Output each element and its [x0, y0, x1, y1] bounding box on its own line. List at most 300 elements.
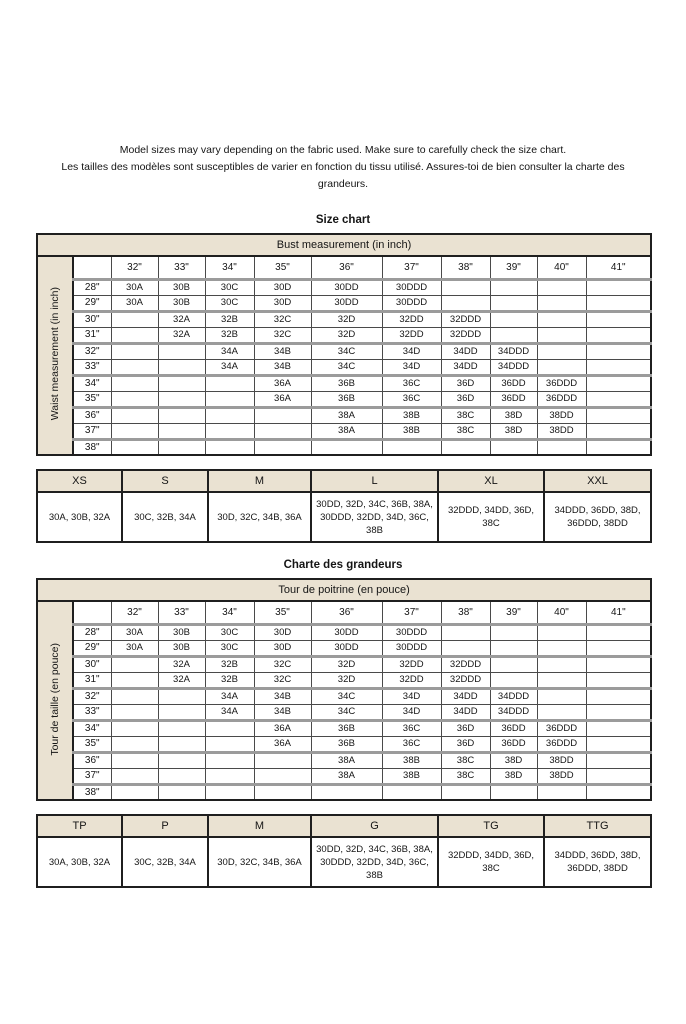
waist-row-header: 37": [73, 423, 111, 439]
size-cell: [586, 736, 651, 752]
size-cell: 36C: [382, 375, 441, 391]
size-cell: [586, 359, 651, 375]
group-sizes: 30DD, 32D, 34C, 36B, 38A, 30DDD, 32DD, 34D, 36C, 38B: [311, 492, 438, 542]
size-cell: 32DDD: [441, 327, 490, 343]
group-sizes: 34DDD, 36DD, 38D, 36DDD, 38DD: [544, 492, 651, 542]
size-grid-table-en: [36, 233, 652, 456]
bust-col-header: 35": [254, 256, 311, 279]
size-cell: [490, 656, 537, 672]
size-cell: 36C: [382, 720, 441, 736]
size-cell: 34DD: [441, 688, 490, 704]
size-cell: 38D: [490, 423, 537, 439]
size-cell: 34A: [205, 343, 254, 359]
size-cell: [490, 327, 537, 343]
size-cell: [490, 279, 537, 295]
bust-col-header: 40": [537, 601, 586, 624]
size-cell: [111, 752, 158, 768]
size-cell: [537, 784, 586, 800]
size-cell: [586, 343, 651, 359]
size-cell: [537, 640, 586, 656]
size-cell: 32C: [254, 311, 311, 327]
size-cell: [537, 624, 586, 640]
size-cell: 38A: [311, 768, 382, 784]
waist-row-header: 33": [73, 359, 111, 375]
size-cell: [205, 375, 254, 391]
bust-col-header: 36": [311, 256, 382, 279]
size-cell: [254, 768, 311, 784]
size-cell: [441, 784, 490, 800]
size-cell: 32DDD: [441, 672, 490, 688]
size-cell: 30A: [111, 640, 158, 656]
size-cell: [205, 768, 254, 784]
size-cell: [158, 343, 205, 359]
size-groups-table-fr: [36, 814, 652, 888]
bust-col-header: 32": [111, 601, 158, 624]
waist-row-header: 38": [73, 784, 111, 800]
size-cell: [254, 439, 311, 455]
size-cell: [111, 359, 158, 375]
grid-row: [37, 704, 651, 720]
grid-row: [37, 439, 651, 455]
size-cell: [158, 720, 205, 736]
bust-col-header: 37": [382, 601, 441, 624]
group-sizes: 30C, 32B, 34A: [122, 492, 208, 542]
size-cell: 32DDD: [441, 311, 490, 327]
size-cell: 30B: [158, 295, 205, 311]
size-cell: [537, 688, 586, 704]
size-cell: 30DD: [311, 279, 382, 295]
size-cell: [111, 391, 158, 407]
waist-row-header: 35": [73, 391, 111, 407]
size-cell: 30C: [205, 624, 254, 640]
size-cell: 32B: [205, 656, 254, 672]
bust-col-header: 39": [490, 601, 537, 624]
size-cell: 34DD: [441, 343, 490, 359]
bust-col-header-row: [37, 601, 651, 624]
group-header: G: [311, 815, 438, 837]
size-cell: [537, 656, 586, 672]
waist-row-header: 36": [73, 407, 111, 423]
size-cell: 30D: [254, 279, 311, 295]
size-cell: 32D: [311, 672, 382, 688]
size-cell: 36B: [311, 375, 382, 391]
waist-row-header: 28": [73, 624, 111, 640]
size-cell: [111, 736, 158, 752]
size-cell: [111, 439, 158, 455]
group-header: TTG: [544, 815, 651, 837]
size-cell: [111, 407, 158, 423]
size-cell: 36C: [382, 736, 441, 752]
bust-col-header: 40": [537, 256, 586, 279]
size-cell: 30DDD: [382, 624, 441, 640]
size-cell: 30B: [158, 640, 205, 656]
size-cell: 32A: [158, 672, 205, 688]
size-cell: [490, 295, 537, 311]
group-sizes: 32DDD, 34DD, 36D, 38C: [438, 837, 544, 887]
size-chart-section-fr: [36, 559, 650, 888]
size-cell: [111, 784, 158, 800]
bust-col-header: 39": [490, 256, 537, 279]
size-cell: 32D: [311, 656, 382, 672]
grid-row: [37, 784, 651, 800]
size-cell: [537, 343, 586, 359]
size-cell: 32C: [254, 656, 311, 672]
size-cell: [111, 720, 158, 736]
size-cell: 38B: [382, 768, 441, 784]
size-cell: [254, 752, 311, 768]
size-cell: 38A: [311, 752, 382, 768]
size-cell: [586, 656, 651, 672]
group-values-row-fr: [37, 837, 651, 887]
size-cell: 34A: [205, 704, 254, 720]
size-cell: [586, 704, 651, 720]
size-cell: [490, 784, 537, 800]
grid-row: [37, 311, 651, 327]
size-cell: 32A: [158, 327, 205, 343]
size-cell: 34C: [311, 704, 382, 720]
group-header: S: [122, 470, 208, 492]
group-header-row-en: [37, 470, 651, 492]
group-header-row-fr: [37, 815, 651, 837]
bust-col-header: 34": [205, 256, 254, 279]
size-cell: 32C: [254, 327, 311, 343]
size-cell: [158, 736, 205, 752]
size-cell: 30B: [158, 279, 205, 295]
size-cell: [537, 311, 586, 327]
grid-row: [37, 343, 651, 359]
size-cell: [586, 423, 651, 439]
size-cell: 36B: [311, 736, 382, 752]
size-cell: [158, 359, 205, 375]
size-cell: 30DDD: [382, 295, 441, 311]
grid-row: [37, 279, 651, 295]
size-cell: 36A: [254, 736, 311, 752]
size-cell: [490, 640, 537, 656]
size-cell: 34D: [382, 343, 441, 359]
waist-axis-label-fr: [37, 601, 73, 800]
size-cell: 36DDD: [537, 391, 586, 407]
size-cell: [537, 327, 586, 343]
size-cell: 30DDD: [382, 640, 441, 656]
size-cell: [586, 311, 651, 327]
waist-row-header: 34": [73, 720, 111, 736]
waist-row-header: 29": [73, 640, 111, 656]
size-cell: 38D: [490, 752, 537, 768]
size-cell: 32B: [205, 311, 254, 327]
group-header: M: [208, 470, 311, 492]
group-values-row-en: [37, 492, 651, 542]
size-cell: 38A: [311, 407, 382, 423]
grid-row: [37, 327, 651, 343]
size-cell: [537, 672, 586, 688]
group-header: TG: [438, 815, 544, 837]
size-cell: [111, 704, 158, 720]
size-cell: [205, 720, 254, 736]
size-cell: 36D: [441, 375, 490, 391]
grid-row: [37, 720, 651, 736]
grid-row: [37, 359, 651, 375]
group-sizes: 30D, 32C, 34B, 36A: [208, 492, 311, 542]
size-cell: 30C: [205, 279, 254, 295]
waist-row-header: 36": [73, 752, 111, 768]
waist-row-header: 30": [73, 656, 111, 672]
grid-row: [37, 624, 651, 640]
waist-row-header: 28": [73, 279, 111, 295]
group-header: L: [311, 470, 438, 492]
grid-row: [37, 407, 651, 423]
size-cell: [111, 656, 158, 672]
size-cell: 34A: [205, 359, 254, 375]
group-sizes: 30D, 32C, 34B, 36A: [208, 837, 311, 887]
size-cell: [111, 375, 158, 391]
waist-row-header: 29": [73, 295, 111, 311]
grid-row: [37, 391, 651, 407]
grid-row: [37, 656, 651, 672]
size-cell: 34B: [254, 688, 311, 704]
size-cell: [158, 375, 205, 391]
size-cell: 32B: [205, 672, 254, 688]
size-cell: 34D: [382, 704, 441, 720]
size-cell: [205, 752, 254, 768]
group-sizes: 30C, 32B, 34A: [122, 837, 208, 887]
group-sizes: 30A, 30B, 32A: [37, 837, 122, 887]
group-header: TP: [37, 815, 122, 837]
size-cell: 38DD: [537, 407, 586, 423]
size-cell: 30DD: [311, 295, 382, 311]
waist-axis-label-text-fr: Tour de taille (en pouce): [49, 642, 61, 756]
corner-cell: [73, 601, 111, 624]
size-cell: [441, 295, 490, 311]
size-cell: 34B: [254, 359, 311, 375]
size-cell: 30B: [158, 624, 205, 640]
waist-row-header: 31": [73, 672, 111, 688]
bust-band-row: [37, 579, 651, 601]
bust-col-header: 36": [311, 601, 382, 624]
size-cell: [205, 784, 254, 800]
group-sizes: 34DDD, 36DD, 38D, 36DDD, 38DD: [544, 837, 651, 887]
size-cell: 30D: [254, 640, 311, 656]
size-cell: 34D: [382, 688, 441, 704]
size-cell: [111, 688, 158, 704]
size-cell: 38C: [441, 768, 490, 784]
size-cell: [205, 439, 254, 455]
size-cell: 34D: [382, 359, 441, 375]
size-cell: [382, 439, 441, 455]
size-cell: [586, 752, 651, 768]
size-cell: [158, 391, 205, 407]
group-header: P: [122, 815, 208, 837]
size-cell: 30DD: [311, 640, 382, 656]
bust-col-header: 38": [441, 601, 490, 624]
size-cell: 38B: [382, 423, 441, 439]
size-cell: [586, 327, 651, 343]
size-cell: 36A: [254, 720, 311, 736]
size-cell: [205, 407, 254, 423]
size-cell: [158, 704, 205, 720]
size-cell: 32DD: [382, 656, 441, 672]
size-cell: 36A: [254, 391, 311, 407]
size-cell: [158, 784, 205, 800]
bust-col-header: 41": [586, 601, 651, 624]
size-cell: [254, 784, 311, 800]
bust-col-header: 38": [441, 256, 490, 279]
size-cell: [254, 423, 311, 439]
size-cell: 36DD: [490, 375, 537, 391]
size-cell: 38DD: [537, 423, 586, 439]
size-cell: [311, 439, 382, 455]
size-cell: 36DD: [490, 391, 537, 407]
size-cell: 32DD: [382, 311, 441, 327]
group-sizes: 30A, 30B, 32A: [37, 492, 122, 542]
size-cell: 36DD: [490, 736, 537, 752]
size-cell: 38A: [311, 423, 382, 439]
size-cell: 36A: [254, 375, 311, 391]
size-cell: [441, 439, 490, 455]
size-cell: 36D: [441, 720, 490, 736]
size-cell: 36DD: [490, 720, 537, 736]
size-cell: 38B: [382, 407, 441, 423]
size-cell: 36DDD: [537, 736, 586, 752]
size-cell: 38DD: [537, 768, 586, 784]
size-cell: [586, 295, 651, 311]
group-header: XS: [37, 470, 122, 492]
waist-row-header: 34": [73, 375, 111, 391]
size-cell: [158, 407, 205, 423]
size-cell: 34A: [205, 688, 254, 704]
size-cell: [158, 768, 205, 784]
size-cell: [441, 624, 490, 640]
bust-measurement-header-en: Bust measurement (in inch): [37, 234, 651, 256]
size-cell: [382, 784, 441, 800]
group-sizes: 32DDD, 34DD, 36D, 38C: [438, 492, 544, 542]
size-cell: [586, 375, 651, 391]
size-cell: 34C: [311, 688, 382, 704]
size-cell: [205, 423, 254, 439]
size-cell: [441, 640, 490, 656]
section-title-fr: Charte des grandeurs: [283, 559, 403, 571]
size-grid-table-fr: [36, 578, 652, 801]
size-cell: 38B: [382, 752, 441, 768]
size-cell: [111, 768, 158, 784]
size-cell: 34DD: [441, 704, 490, 720]
size-cell: 32A: [158, 311, 205, 327]
size-cell: 30DDD: [382, 279, 441, 295]
size-cell: 34C: [311, 343, 382, 359]
size-cell: 38DD: [537, 752, 586, 768]
size-cell: 38D: [490, 768, 537, 784]
grid-row: [37, 688, 651, 704]
fabric-notice-fr: Les tailles des modèles sont susceptibles de varier en fonction du tissu utilisé. Assures-toi de bien consulter la charte des grandeurs.: [61, 161, 625, 190]
corner-cell: [73, 256, 111, 279]
grid-row: [37, 736, 651, 752]
size-cell: 32DD: [382, 327, 441, 343]
size-cell: [111, 327, 158, 343]
size-cell: [311, 784, 382, 800]
size-cell: [586, 624, 651, 640]
size-groups-table-en: [36, 469, 652, 543]
size-cell: 30D: [254, 624, 311, 640]
waist-row-header: 33": [73, 704, 111, 720]
grid-row: [37, 423, 651, 439]
size-cell: 30A: [111, 624, 158, 640]
group-header: XL: [438, 470, 544, 492]
size-cell: 36DDD: [537, 720, 586, 736]
grid-row: [37, 640, 651, 656]
size-cell: 32C: [254, 672, 311, 688]
size-cell: 34B: [254, 343, 311, 359]
grid-row: [37, 375, 651, 391]
size-cell: 34DDD: [490, 343, 537, 359]
waist-row-header: 35": [73, 736, 111, 752]
group-header: XXL: [544, 470, 651, 492]
size-cell: [537, 704, 586, 720]
size-cell: 34DD: [441, 359, 490, 375]
size-cell: [254, 407, 311, 423]
size-cell: [205, 736, 254, 752]
size-cell: 30DD: [311, 624, 382, 640]
size-cell: [586, 672, 651, 688]
size-cell: 32D: [311, 327, 382, 343]
grid-row: [37, 752, 651, 768]
size-chart-section-en: [36, 214, 650, 543]
group-sizes: 30DD, 32D, 34C, 36B, 38A, 30DDD, 32DD, 34D, 36C, 38B: [311, 837, 438, 887]
size-cell: [537, 279, 586, 295]
size-cell: [586, 439, 651, 455]
size-cell: [111, 343, 158, 359]
size-cell: 38C: [441, 407, 490, 423]
size-cell: [158, 439, 205, 455]
size-cell: [158, 752, 205, 768]
waist-row-header: 32": [73, 343, 111, 359]
size-cell: 34C: [311, 359, 382, 375]
size-cell: [490, 624, 537, 640]
bust-col-header: 33": [158, 256, 205, 279]
bust-band-row: [37, 234, 651, 256]
size-cell: [586, 768, 651, 784]
size-cell: [490, 672, 537, 688]
size-cell: 38C: [441, 423, 490, 439]
size-cell: [158, 423, 205, 439]
size-cell: [537, 295, 586, 311]
size-cell: [586, 407, 651, 423]
grid-row: [37, 295, 651, 311]
waist-row-header: 37": [73, 768, 111, 784]
fabric-notice-en: Model sizes may vary depending on the fabric used. Make sure to carefully check the size chart.: [119, 144, 567, 156]
bust-col-header: 32": [111, 256, 158, 279]
size-cell: [111, 311, 158, 327]
size-cell: 32D: [311, 311, 382, 327]
size-cell: 34DDD: [490, 359, 537, 375]
page-content: [36, 0, 650, 888]
waist-row-header: 38": [73, 439, 111, 455]
grid-row: [37, 672, 651, 688]
size-cell: 36B: [311, 391, 382, 407]
size-cell: [111, 672, 158, 688]
size-cell: 34B: [254, 704, 311, 720]
size-cell: [441, 279, 490, 295]
grid-row: [37, 768, 651, 784]
size-cell: [586, 391, 651, 407]
size-cell: [490, 311, 537, 327]
size-cell: 32B: [205, 327, 254, 343]
size-cell: 30A: [111, 279, 158, 295]
size-cell: 36C: [382, 391, 441, 407]
size-cell: 38D: [490, 407, 537, 423]
waist-axis-label-text-en: Waist measurement (in inch): [49, 287, 61, 421]
waist-row-header: 31": [73, 327, 111, 343]
size-cell: [537, 359, 586, 375]
size-cell: 36D: [441, 391, 490, 407]
